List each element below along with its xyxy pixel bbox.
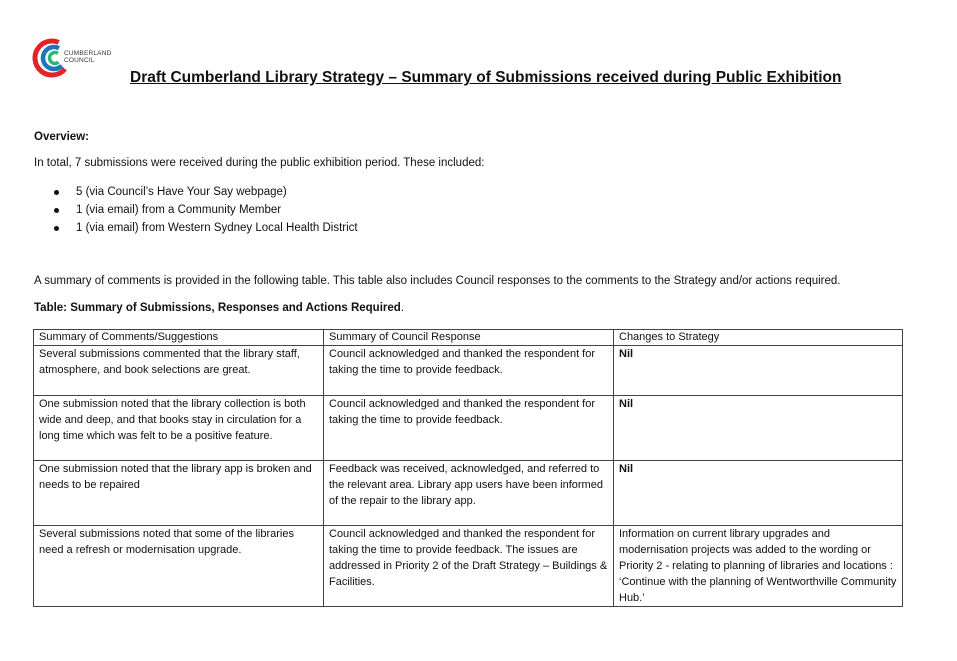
- response-cell: Council acknowledged and thanked the respondent for taking the time to provide feedback.: [324, 346, 614, 396]
- logo-text-line2: COUNCIL: [64, 57, 95, 64]
- comment-cell: One submission noted that the library app is broken and needs to be repaired: [34, 461, 324, 526]
- table-row: [34, 461, 903, 526]
- overview-intro: In total, 7 submissions were received during the public exhibition period. These included:: [34, 157, 485, 169]
- list-item-text: 1 (via email) from a Community Member: [76, 204, 282, 216]
- change-cell: Nil: [614, 461, 903, 526]
- submissions-list: [34, 183, 358, 237]
- comment-cell: Several submissions commented that the library staff, atmosphere, and book selections are great.: [34, 346, 324, 396]
- overview-heading: Overview:: [34, 131, 89, 143]
- list-item-text: 5 (via Council’s Have Your Say webpage): [76, 186, 287, 198]
- bullet-icon: [54, 226, 59, 231]
- table-title-suffix: .: [400, 302, 405, 314]
- change-cell: Nil: [614, 346, 903, 396]
- header-changes: Changes to Strategy: [614, 330, 903, 346]
- table-title: [34, 302, 404, 314]
- response-cell: Council acknowledged and thanked the respondent for taking the time to provide feedback. The issues are addressed in Priority 2 of the Draft Strategy – Buildings & Facilities.: [324, 526, 614, 607]
- list-item: [34, 219, 358, 237]
- bullet-icon: [54, 208, 59, 213]
- response-cell: Council acknowledged and thanked the respondent for taking the time to provide feedback.: [324, 396, 614, 461]
- header-response: Summary of Council Response: [324, 330, 614, 346]
- logo-text-line1: CUMBERLAND: [64, 50, 112, 57]
- council-logo-text: [64, 50, 112, 64]
- change-cell: Nil: [614, 396, 903, 461]
- list-item: [34, 201, 358, 219]
- table-title-text: Table: Summary of Submissions, Responses and Actions Required: [34, 302, 401, 314]
- list-item-text: 1 (via email) from Western Sydney Local Health District: [76, 222, 358, 234]
- table-row: [34, 396, 903, 461]
- comment-cell: One submission noted that the library collection is both wide and deep, and that books stay in circulation for a long time which was felt to be a positive feature.: [34, 396, 324, 461]
- summary-paragraph: A summary of comments is provided in the following table. This table also includes Council responses to the comments to the Strategy and/or actions required.: [34, 275, 841, 287]
- table-row: [34, 526, 903, 607]
- change-cell: Information on current library upgrades and modernisation projects was added to the wording or Priority 2 - relating to planning of libraries and locations : ‘Continue with the planning of Wentworthville Community Hub.’: [614, 526, 903, 607]
- header-comments: Summary of Comments/Suggestions: [34, 330, 324, 346]
- document-title: Draft Cumberland Library Strategy – Summary of Submissions received during Public Exhibition: [130, 69, 842, 86]
- table-row: [34, 346, 903, 396]
- response-cell: Feedback was received, acknowledged, and referred to the relevant area. Library app users have been informed of the repair to the library app.: [324, 461, 614, 526]
- list-item: [34, 183, 358, 201]
- table-header-row: [34, 330, 903, 346]
- submissions-table: [33, 329, 903, 607]
- bullet-icon: [54, 190, 59, 195]
- comment-cell: Several submissions noted that some of the libraries need a refresh or modernisation upgrade.: [34, 526, 324, 607]
